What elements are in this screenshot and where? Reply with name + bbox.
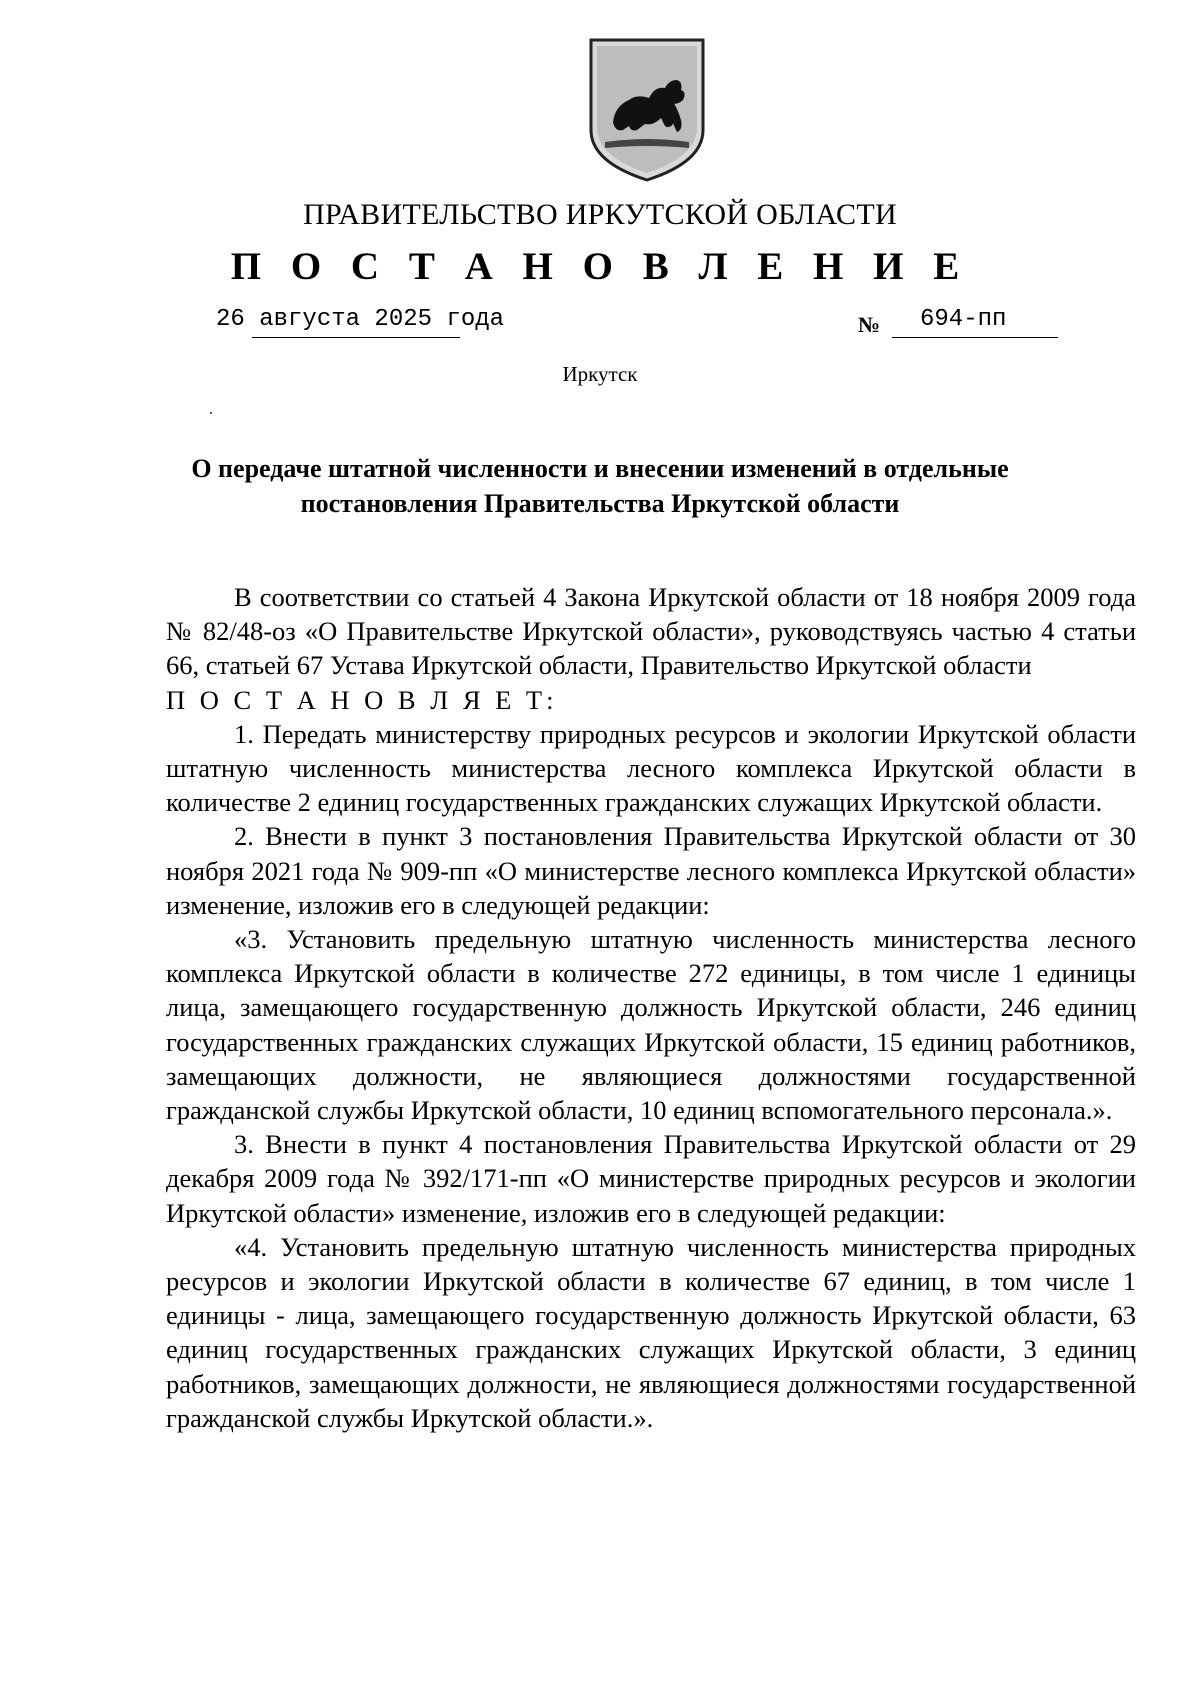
city: Иркутск [562, 362, 638, 386]
subject-line-1: О передаче штатной численности и внесении изменений в отдельные [191, 454, 1009, 483]
item-3-new-text: «4. Установить предельную штатную численность министерства природных ресурсов и экологии Иркутской области в количестве 67 единиц, в том числе 1 единицы - лица, замещающего государственную должность Иркутской области, 63 единиц государственных гражданских служащих Иркутской области, 3 единиц работников, замещающих должности, не являющиеся должностями государственной гражданской службы Иркутской области.». [166, 1231, 1136, 1433]
document-number: 694-пп [920, 306, 1007, 333]
scan-speck [210, 412, 212, 414]
number-underline [892, 337, 1058, 338]
document-type: П О С Т А Н О В Л Е Н И Е [230, 245, 970, 288]
date-underline [252, 337, 460, 338]
item-3-paragraph: 3. Внести в пункт 4 постановления Правительства Иркутской области от 29 декабря 2009 года № 392/171-пп «О министерстве природных ресурсов и экологии Иркутской области» изменение, изложив его в следующей редакции: [166, 1129, 1136, 1228]
date-field [216, 306, 505, 342]
preamble-paragraph: В соответствии со статьей 4 Закона Иркутской области от 18 ноября 2009 года № 82/48-оз «О Правительстве Иркутской области», руководствуясь частью 4 статьи 66, статьей 67 Устава Иркутской области, Правительство Иркутской области [166, 582, 1136, 681]
item-1-paragraph: 1. Передать министерству природных ресурсов и экологии Иркутской области штатную численность министерства лесного комплекса Иркутской области в количестве 2 единиц государственных гражданских служащих Иркутской области. [166, 718, 1136, 818]
number-field [858, 306, 1058, 342]
item-2-new-text: «3. Установить предельную штатную численность министерства лесного комплекса Иркутской области в количестве 272 единицы, в том числе 1 единицы лица, замещающего государственную должность Иркутской области, 246 единиц государственных гражданских служащих Иркутской области, 15 единиц работников, замещающих должности, не являющиеся должностями государственной гражданской службы Иркутской области, 10 единиц вспомогательного персонала.». [166, 924, 1136, 1126]
subject-line-2: постановления Правительства Иркутской области [300, 489, 900, 518]
coat-of-arms-emblem [585, 34, 709, 184]
document-date: 26 августа 2025 года [216, 306, 505, 333]
number-sign: № [858, 312, 881, 337]
document-body [166, 580, 1136, 1435]
government-name: ПРАВИТЕЛЬСТВО ИРКУТСКОЙ ОБЛАСТИ [303, 198, 897, 231]
item-2-paragraph: 2. Внести в пункт 3 постановления Правительства Иркутской области от 30 ноября 2021 года № 909-пп «О министерстве лесного комплекса Иркутской области» изменение, изложив его в следующей редакции: [166, 821, 1136, 920]
document-subject [160, 451, 1040, 521]
resolves-heading: П О С Т А Н О В Л Я Е Т: [166, 684, 558, 715]
